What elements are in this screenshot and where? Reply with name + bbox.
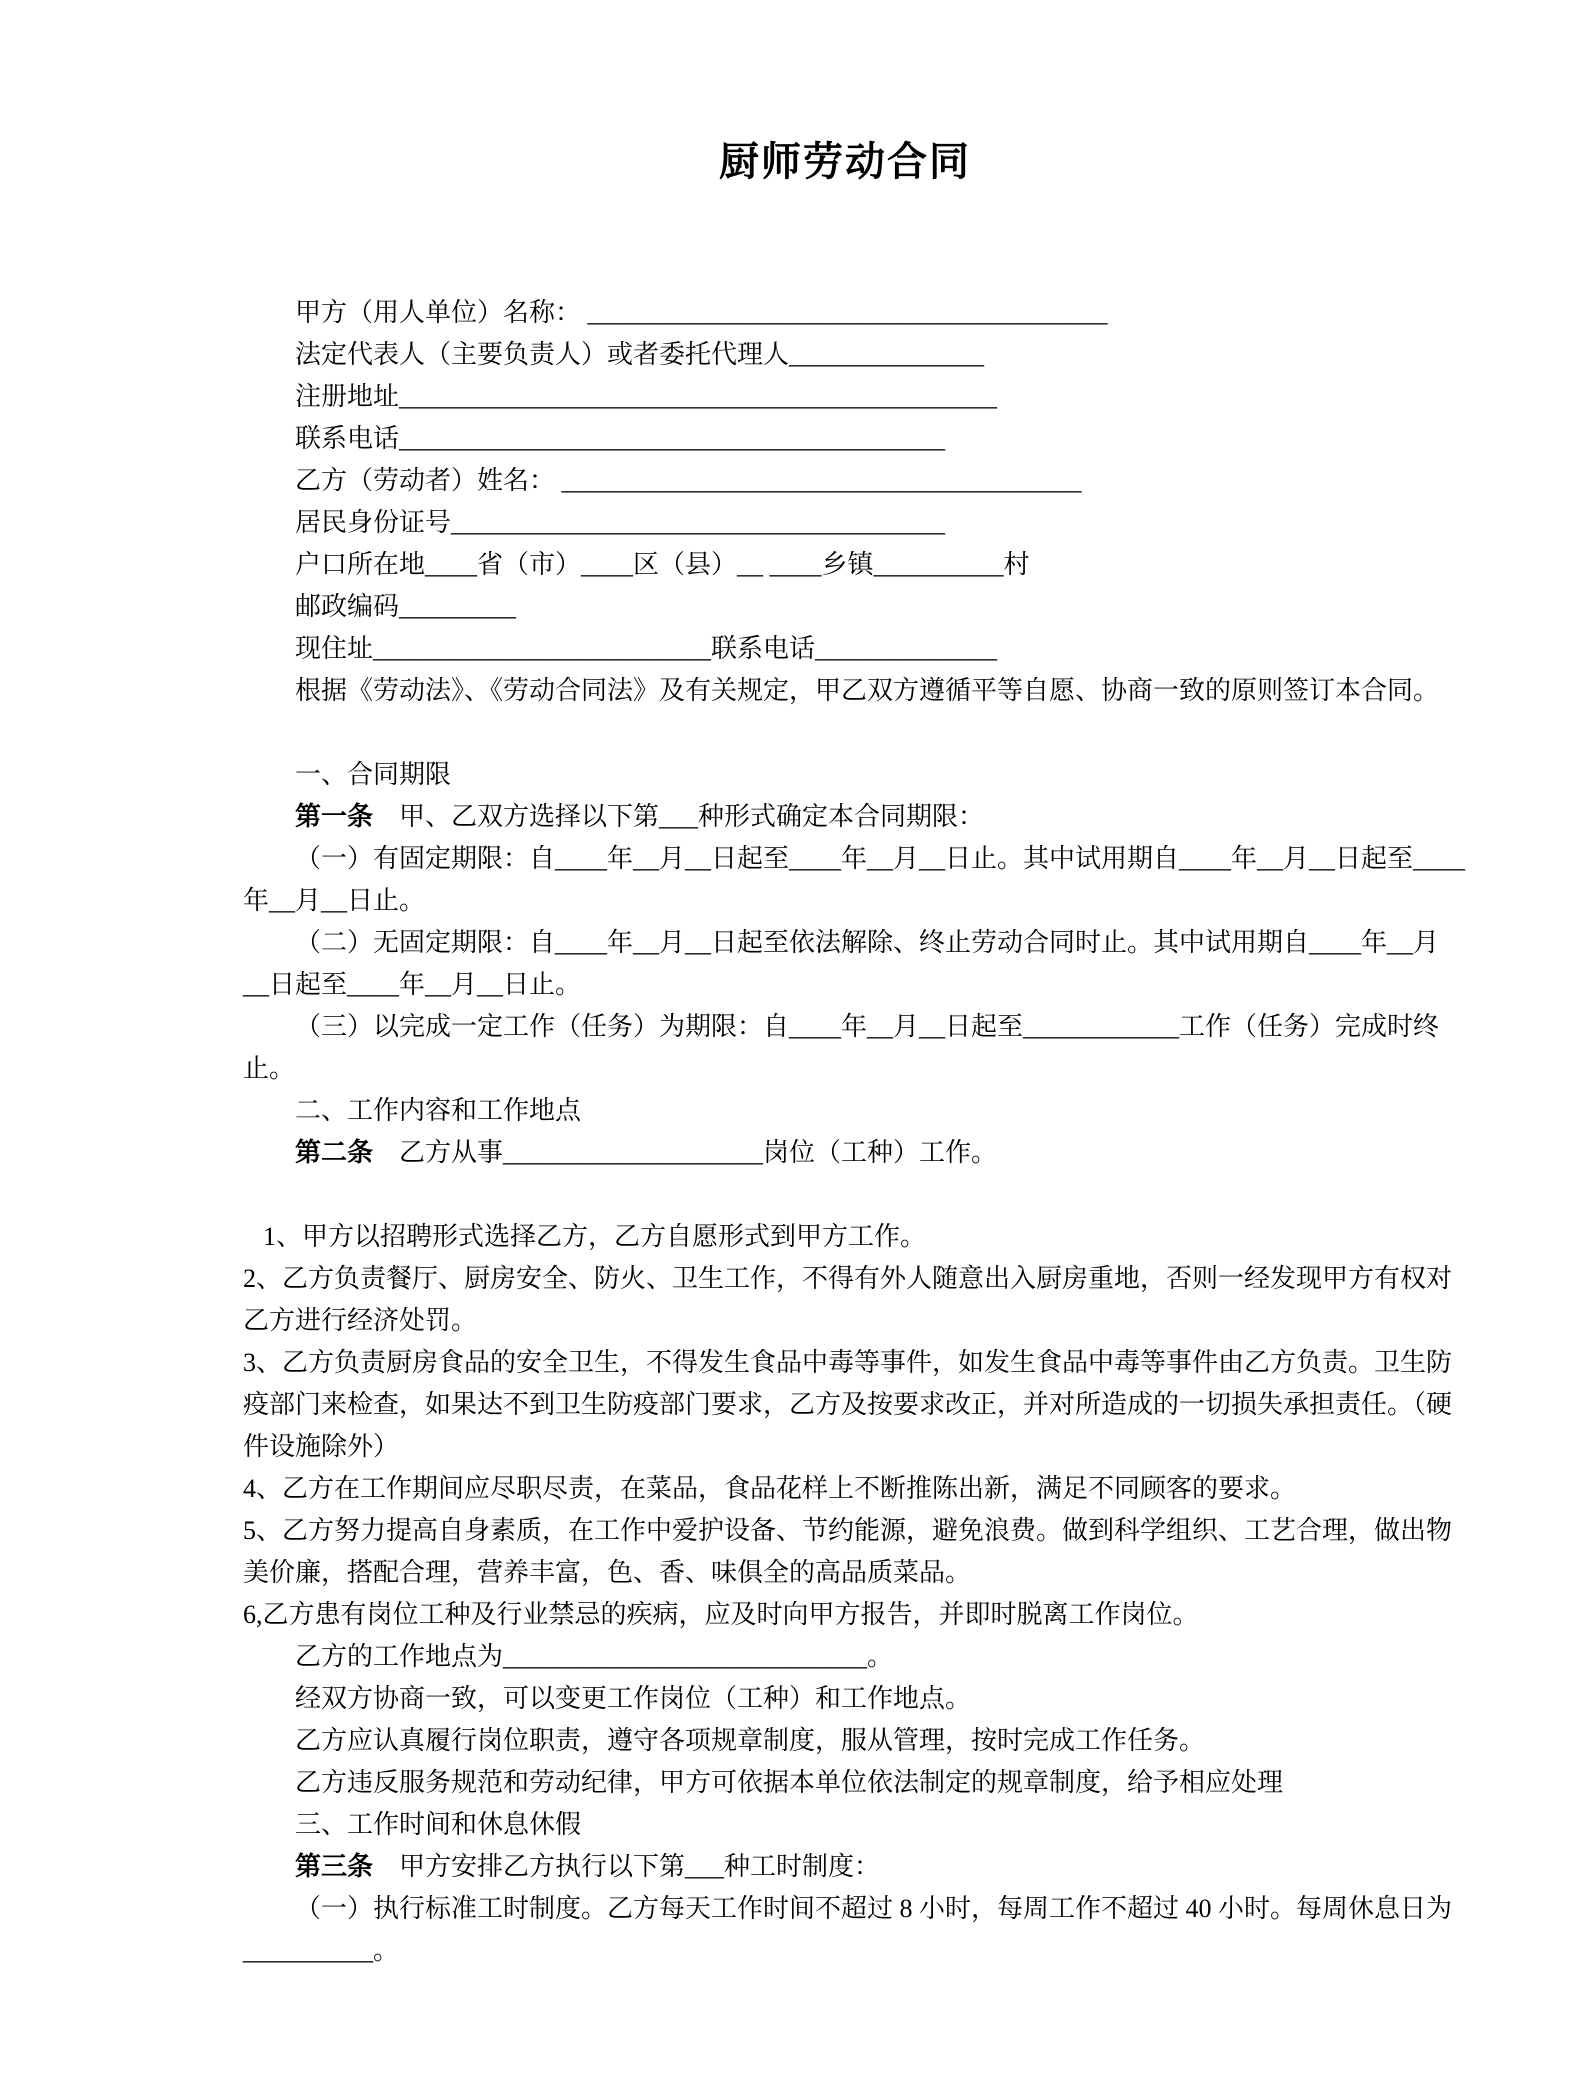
- party-a-phone-line: 联系电话__________________________________________: [295, 424, 946, 453]
- duty-item-5-line: 5、乙方努力提高自身素质，在工作中爱护设备、节约能源，避免浪费。做到科学组织、工艺合理，做出物: [243, 1516, 1453, 1545]
- term-option-2-cont-line: __日起至____年__月__日止。: [243, 970, 582, 999]
- clause-3-line: [243, 1846, 1447, 1888]
- clause-2-text: 乙方从事____________________岗位（工种）工作。: [373, 1138, 998, 1167]
- work-location-line: 乙方的工作地点为____________________________。: [295, 1642, 894, 1671]
- duty-item-3-cont2-line: 件设施除外）: [243, 1432, 400, 1461]
- spacer: [243, 712, 1447, 754]
- work-hours-cont-line: __________。: [243, 1936, 400, 1965]
- registered-address-line: 注册地址______________________________________________: [295, 382, 998, 411]
- postal-code-line: 邮政编码_________: [295, 592, 517, 621]
- contract-document: [0, 130, 1587, 1972]
- term-option-3-cont-line: 止。: [243, 1054, 296, 1083]
- id-number-line: 居民身份证号______________________________________: [295, 508, 946, 537]
- work-discipline-line: 乙方违反服务规范和劳动纪律，甲方可依据本单位依法制定的规章制度，给予相应处理: [295, 1768, 1284, 1797]
- duty-item-4-line: 4、乙方在工作期间应尽职尽责，在菜品，食品花样上不断推陈出新，满足不同顾客的要求。: [243, 1474, 1297, 1503]
- clause-1-text: 甲、乙双方选择以下第___种形式确定本合同期限：: [373, 802, 985, 831]
- term-option-1-cont-line: 年__月__日止。: [243, 886, 426, 915]
- duty-item-2-cont-line: 乙方进行经济处罚。: [243, 1306, 478, 1335]
- clause-1-number: 第一条: [295, 802, 374, 831]
- clause-3-text: 甲方安排乙方执行以下第___种工时制度：: [373, 1852, 881, 1881]
- work-duty-line: 乙方应认真履行岗位职责，遵守各项规章制度，服从管理，按时完成工作任务。: [295, 1726, 1206, 1755]
- duty-item-6-line: 6,乙方患有岗位工种及行业禁忌的疾病，应及时向甲方报告，并即时脱离工作岗位。: [243, 1600, 1199, 1629]
- work-change-line: 经双方协商一致，可以变更工作岗位（工种）和工作地点。: [295, 1684, 972, 1713]
- contract-page: [0, 130, 1587, 2099]
- spacer: [243, 194, 1447, 292]
- work-hours-line: （一）执行标准工时制度。乙方每天工作时间不超过 8 小时，每周工作不超过 40 小时。每周休息日为: [295, 1894, 1453, 1923]
- duty-item-3-line: 3、乙方负责厨房食品的安全卫生，不得发生食品中毒等事件，如发生食品中毒等事件由乙方负责。卫生防: [243, 1348, 1453, 1377]
- household-registration-line: 户口所在地____省（市）____区（县）__ ____乡镇__________村: [295, 550, 1030, 579]
- legal-representative-line: 法定代表人（主要负责人）或者委托代理人_______________: [295, 340, 985, 369]
- term-option-3-line: （三）以完成一定工作（任务）为期限：自____年__月__日起至____________工作（任务）完成时终: [295, 1012, 1440, 1041]
- section-1-heading: 一、合同期限: [295, 760, 452, 789]
- section-2-heading: 二、工作内容和工作地点: [295, 1096, 582, 1125]
- term-option-1-line: （一）有固定期限：自____年__月__日起至____年__月__日止。其中试用期自____年__月__日起至____: [295, 844, 1466, 873]
- duty-item-3-cont-line: 疫部门来检查，如果达不到卫生防疫部门要求，乙方及按要求改正，并对所造成的一切损失承担责任。（硬: [243, 1390, 1453, 1419]
- section-3-heading: 三、工作时间和休息休假: [295, 1810, 582, 1839]
- term-option-2-line: （二）无固定期限：自____年__月__日起至依法解除、终止劳动合同时止。其中试用期自____年__月: [295, 928, 1440, 957]
- party-a-name-line: 甲方（用人单位）名称： ________________________________________: [295, 298, 1108, 327]
- document-title: 厨师劳动合同: [719, 139, 971, 184]
- duty-item-1-line: 1、甲方以招聘形式选择乙方，乙方自愿形式到甲方工作。: [263, 1222, 927, 1251]
- clause-2-number: 第二条: [295, 1138, 374, 1167]
- current-address-phone-line: 现住址__________________________联系电话______________: [295, 634, 998, 663]
- duty-item-2-line: 2、乙方负责餐厅、厨房安全、防火、卫生工作，不得有外人随意出入厨房重地，否则一经发现甲方有权对: [243, 1264, 1453, 1293]
- spacer: [243, 1174, 1447, 1216]
- duty-item-5-cont-line: 美价廉，搭配合理，营养丰富，色、香、味俱全的高品质菜品。: [243, 1558, 972, 1587]
- party-b-name-line: 乙方（劳动者）姓名： ________________________________________: [295, 466, 1082, 495]
- clause-1-line: [243, 796, 1447, 838]
- clause-2-line: [243, 1132, 1447, 1174]
- preamble-line: 根据《劳动法》、《劳动合同法》及有关规定，甲乙双方遵循平等自愿、协商一致的原则签订本合同。: [295, 676, 1440, 705]
- clause-3-number: 第三条: [295, 1852, 374, 1881]
